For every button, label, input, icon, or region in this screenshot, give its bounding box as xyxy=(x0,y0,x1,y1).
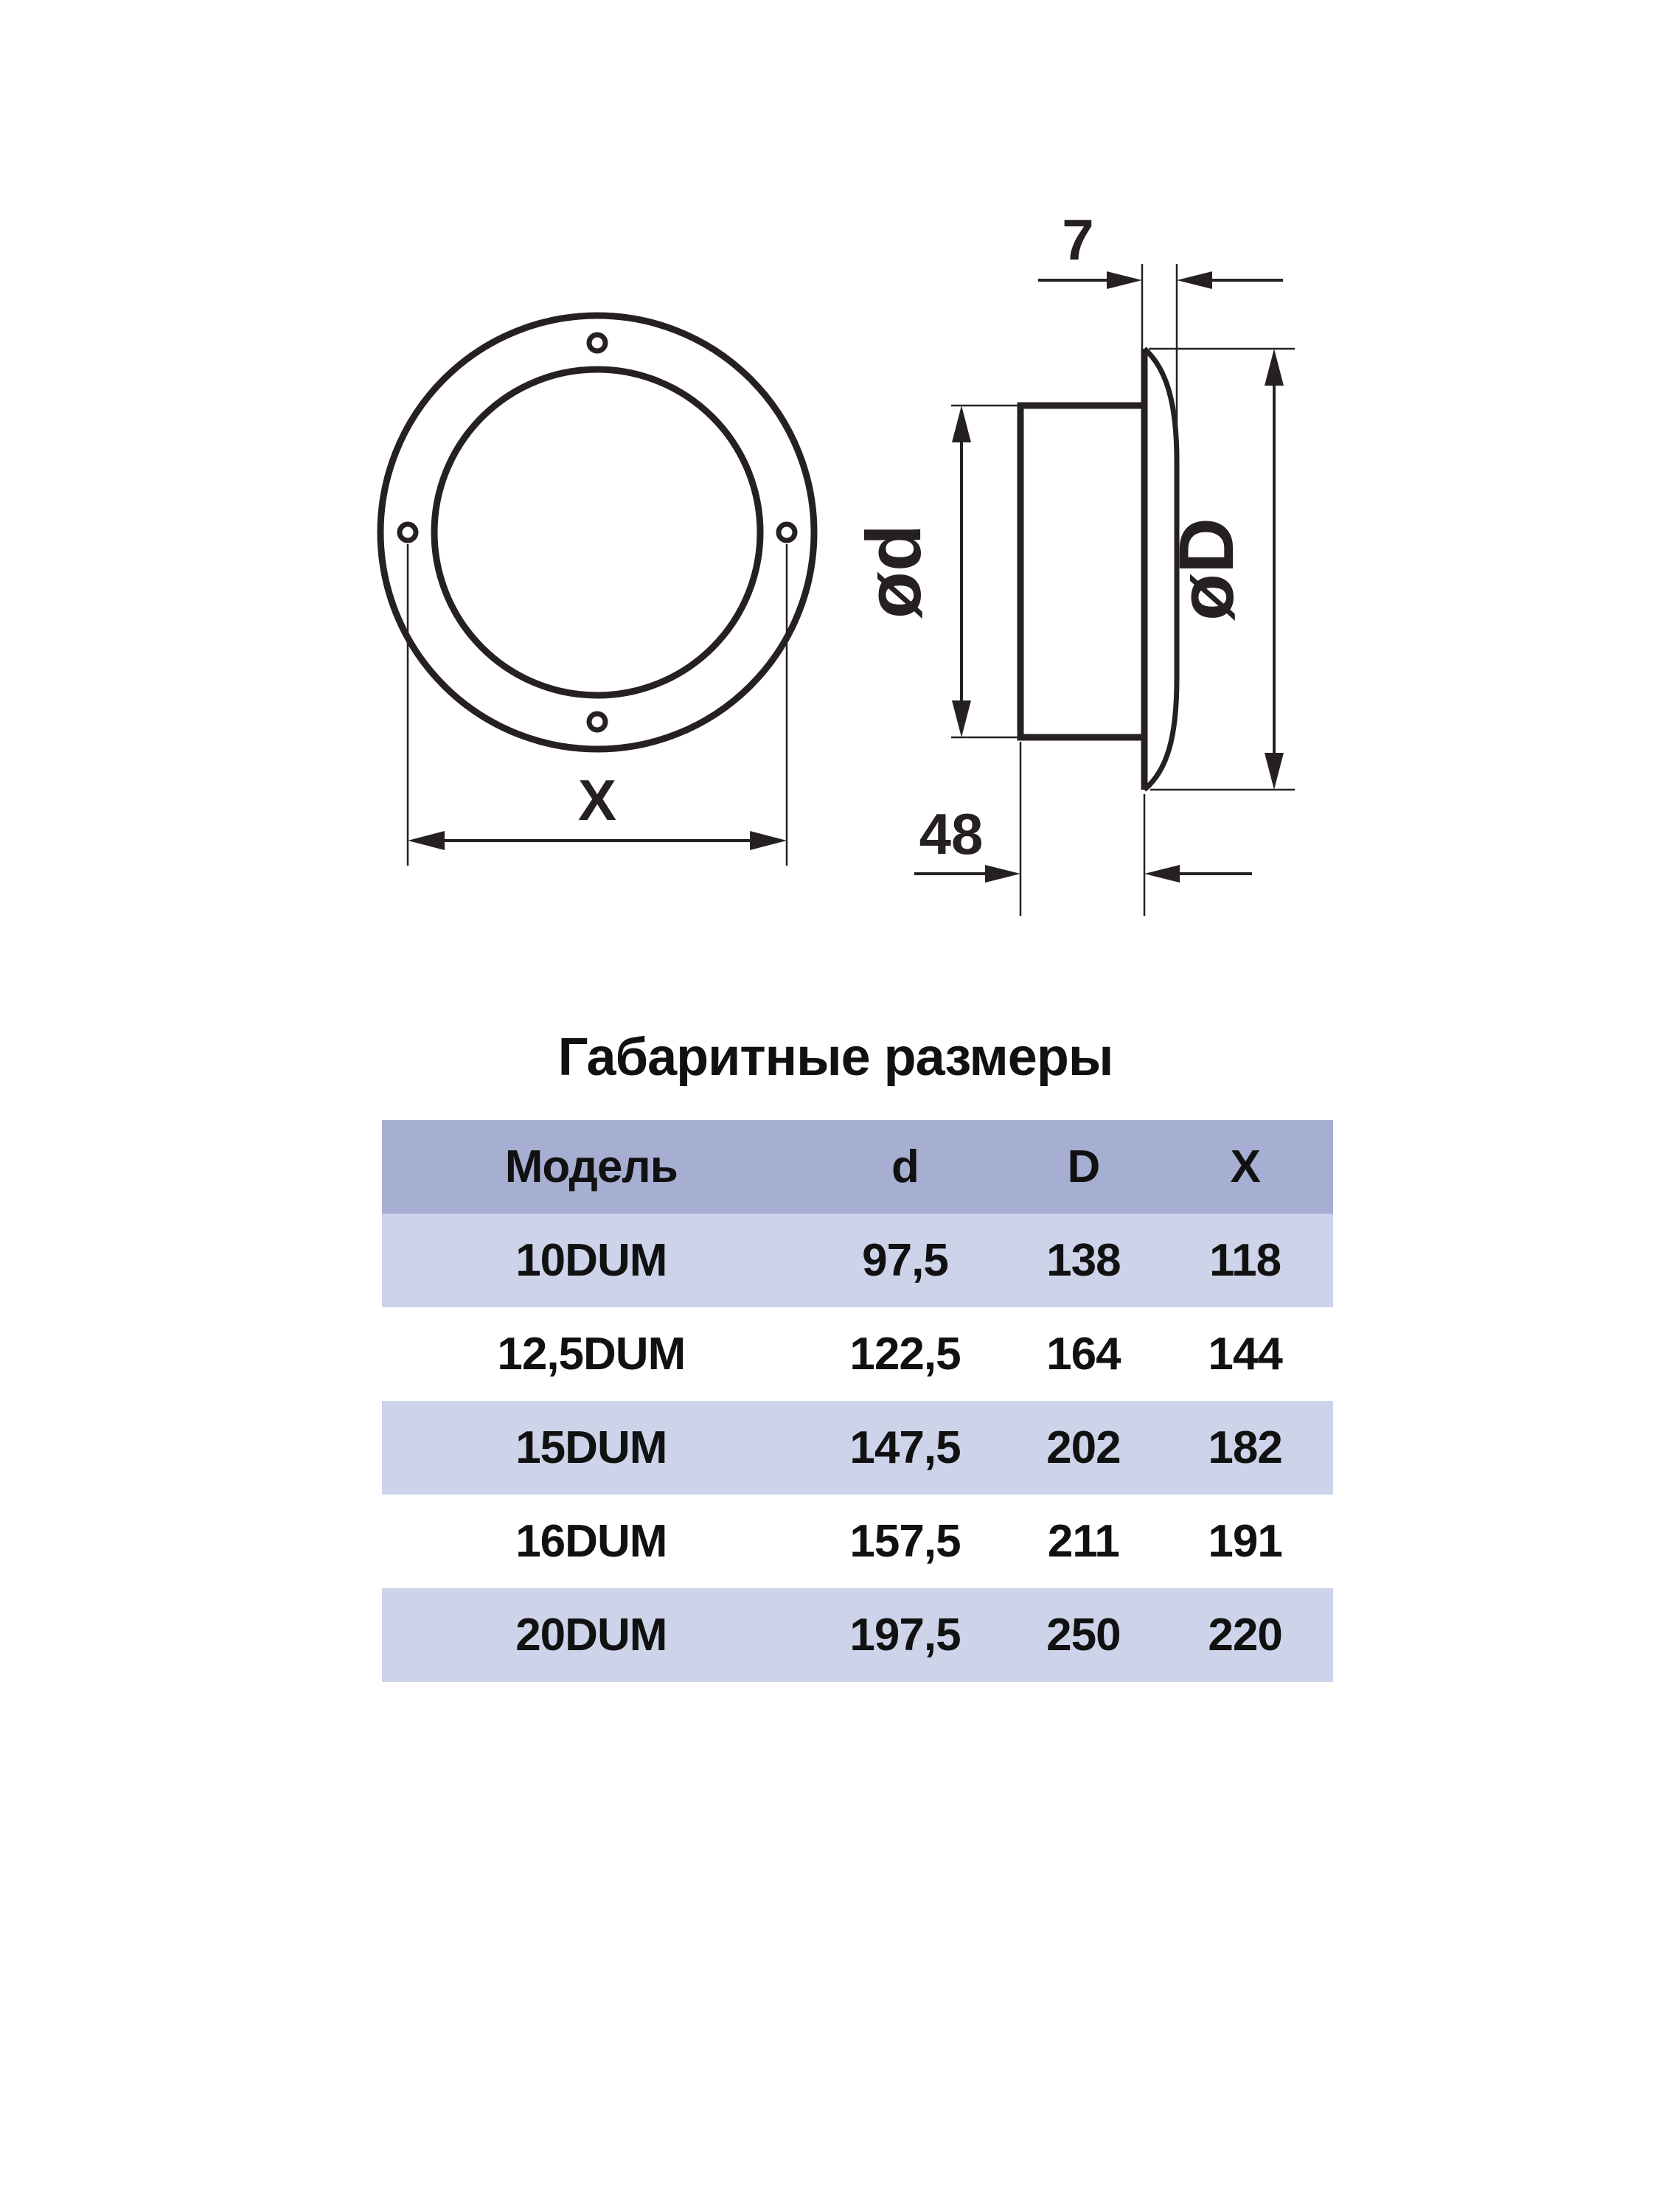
table-row xyxy=(382,1588,1333,1682)
arrowhead-down-icon xyxy=(1265,753,1284,790)
dimensions-table xyxy=(382,1120,1333,1682)
duct-tube-profile xyxy=(1020,406,1144,737)
page-title: Габаритные размеры xyxy=(557,1028,1113,1087)
table-row xyxy=(382,1214,1333,1307)
mounting-hole-left xyxy=(400,524,416,540)
duct-diameter-dimension xyxy=(951,406,1018,737)
mounting-hole-bottom xyxy=(589,714,605,730)
mounting-hole-top xyxy=(589,335,605,351)
table-row xyxy=(382,1401,1333,1495)
X-value-cell: 118 xyxy=(1209,1235,1281,1286)
arrowhead-left-icon xyxy=(408,831,445,850)
model-cell: 12,5DUM xyxy=(497,1329,686,1380)
X-value-cell: 182 xyxy=(1208,1422,1282,1473)
D-value-cell: 138 xyxy=(1046,1235,1121,1286)
d-value-cell: 97,5 xyxy=(862,1235,948,1286)
X-value-cell: 144 xyxy=(1208,1329,1282,1380)
flange-thickness-value: 7 xyxy=(1062,207,1094,272)
arrowhead-left-icon xyxy=(1177,271,1212,289)
dimension-drawing xyxy=(0,0,1659,995)
column-header-d: d xyxy=(891,1141,919,1192)
arrowhead-left-icon xyxy=(1144,865,1180,883)
D-value-cell: 202 xyxy=(1046,1422,1121,1473)
arrowhead-down-icon xyxy=(952,700,971,737)
d-value-cell: 147,5 xyxy=(849,1422,961,1473)
D-value-cell: 211 xyxy=(1047,1516,1119,1567)
front-view xyxy=(380,316,814,866)
D-value-cell: 164 xyxy=(1046,1329,1121,1380)
model-cell: 20DUM xyxy=(515,1610,667,1660)
duct-diameter-label: ød xyxy=(851,524,937,619)
d-value-cell: 122,5 xyxy=(849,1329,961,1380)
mounting-hole-right xyxy=(779,524,795,540)
flange-diameter-label: øD xyxy=(1164,518,1250,621)
depth-value: 48 xyxy=(919,801,984,866)
D-value-cell: 250 xyxy=(1046,1610,1121,1660)
d-value-cell: 157,5 xyxy=(849,1516,961,1567)
side-view xyxy=(851,207,1295,916)
column-header-D: D xyxy=(1067,1141,1100,1192)
arrowhead-right-icon xyxy=(1107,271,1142,289)
model-cell: 16DUM xyxy=(515,1516,667,1567)
arrowhead-right-icon xyxy=(985,865,1020,883)
flange-outer-circle xyxy=(380,316,814,749)
arrowhead-up-icon xyxy=(1265,349,1284,386)
d-value-cell: 197,5 xyxy=(849,1610,961,1660)
flange-thickness-dimension xyxy=(1038,264,1283,453)
table-row xyxy=(382,1307,1333,1401)
column-header-X: X xyxy=(1230,1141,1260,1192)
arrowhead-right-icon xyxy=(750,831,787,850)
table-header-row xyxy=(382,1120,1333,1214)
X-value-cell: 191 xyxy=(1208,1516,1282,1567)
model-cell: 15DUM xyxy=(515,1422,667,1473)
X-value-cell: 220 xyxy=(1208,1610,1282,1660)
duct-inner-circle xyxy=(434,369,760,695)
arrowhead-up-icon xyxy=(952,406,971,442)
model-cell: 10DUM xyxy=(515,1235,667,1286)
x-dimension-label: X xyxy=(577,768,617,832)
column-header-model: Модель xyxy=(504,1141,678,1192)
table-row xyxy=(382,1495,1333,1588)
